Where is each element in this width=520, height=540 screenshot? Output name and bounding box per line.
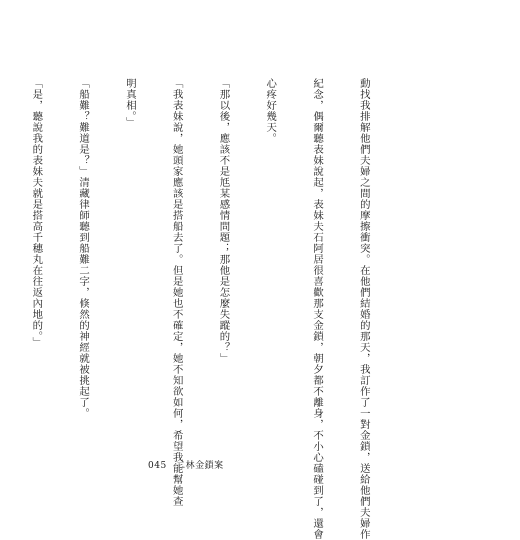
text-column-4: 「那以後，應該不是尪某感情問題；那他是怎麼失蹤的？」 bbox=[217, 78, 230, 364]
page-number: 045 bbox=[148, 461, 167, 471]
book-title: 二林金鎖案 bbox=[176, 461, 224, 471]
text-column-5: 「我表妹說，她頭家應該是搭船去了。但是她也不確定，她不知欲如何，希望我能幫她查 bbox=[170, 78, 183, 507]
text-column-6: 明真相。」 bbox=[123, 78, 136, 128]
text-column-8: 「是，聽說我的表妹夫就是搭高千穗丸在往返內地的。」 bbox=[30, 78, 43, 348]
page-footer bbox=[148, 458, 224, 471]
text-column-1: 動找我排解他們夫婦之間的摩擦衝突。在他們結婚的那天，我訂作了一對金鎖，送給他們夫婦作 bbox=[357, 78, 370, 540]
text-column-7: 「船難？難道是？」清藏律師聽到船難二字，倏然的神經就被挑起了。 bbox=[77, 78, 90, 419]
text-column-3: 心疼好幾天。 bbox=[264, 78, 277, 144]
text-column-2: 紀念，偶爾聽表妹說起，表妹夫石阿居很喜歡那支金鎖，朝夕都不離身，不小心磕碰到了，還會 bbox=[311, 78, 324, 540]
